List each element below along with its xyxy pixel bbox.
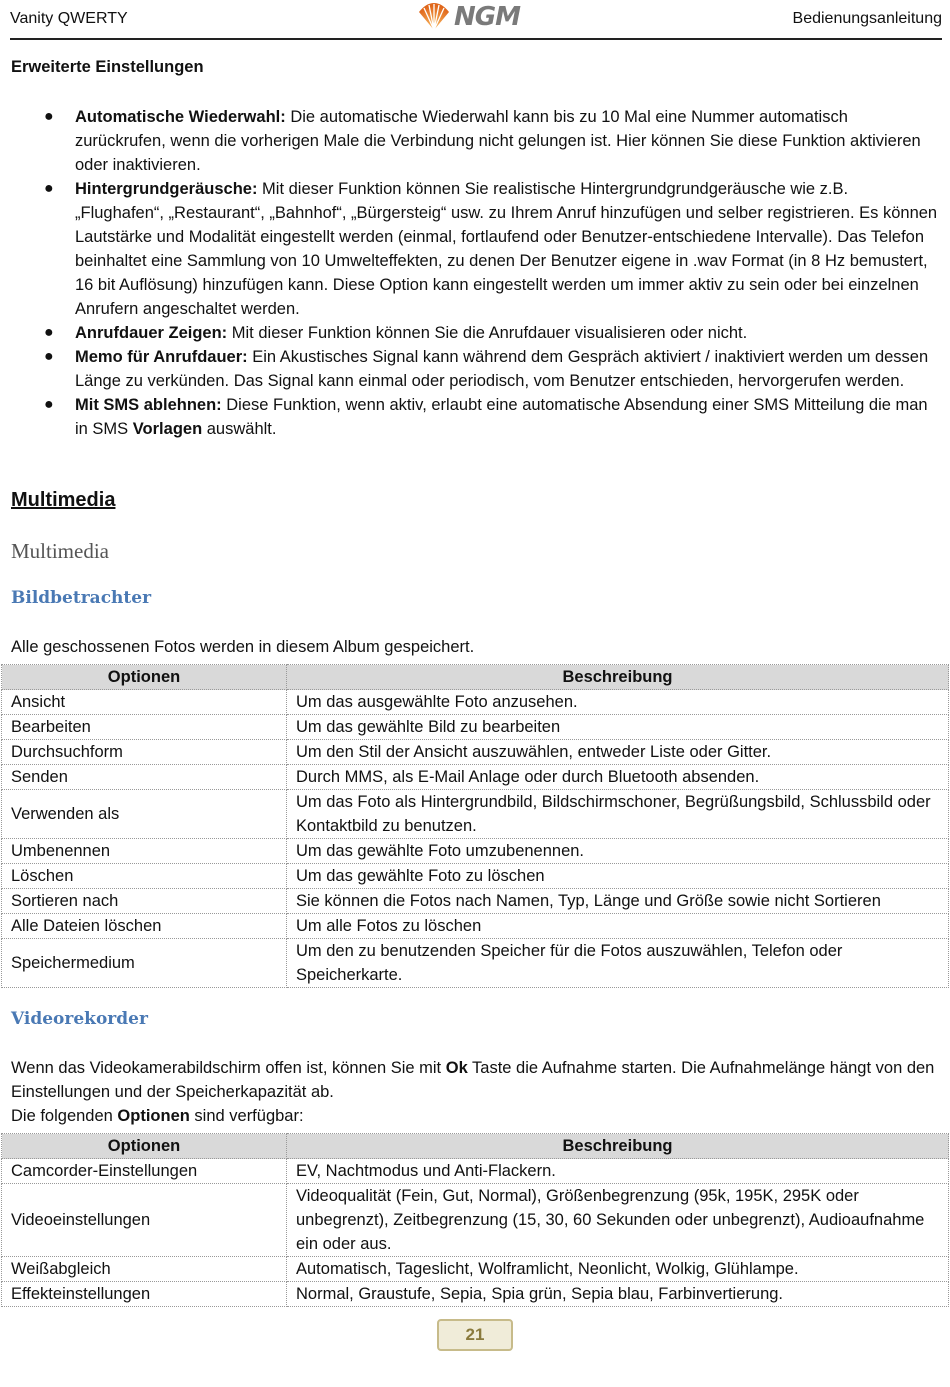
item-text: Mit dieser Funktion können Sie realistische Hintergrundgrundgeräusche wie z.B. „Flughafen“, „Restaurant“, „Bahnhof“, „Bürgersteig“ usw. zu Ihrem Anruf hinzufügen und selber registrieren. Es können Lautstärke und Modalität eingestellt werden (einmal, fortlaufend oder Benutzer-entschiedene Intervalle). Das Telefon beinhaltet eine Sammlung von 10 Umwelteffekten, zu denen Der Benutzer eigene in .wav Format (in 8 Hz bemustert, 16 bit Auflösung) hinzufügen kann. Diese Option kann eingestellt werden um immer aktiv zu sein oder bei einzelnen Anrufern angeschaltet werden.	[75, 180, 938, 318]
table-row	[2, 690, 949, 715]
item-term: Hintergrundgeräusche:	[75, 180, 258, 198]
intro-text-end: Taste die Aufnahme starten. Die Aufnahmelänge hängt von den Einstellungen und der Speicherkapazität ab.	[11, 1059, 935, 1101]
logo-shell-icon	[416, 2, 452, 32]
option-cell: Weißabgleich	[2, 1257, 287, 1282]
option-cell: Effekteinstellungen	[2, 1282, 287, 1307]
table-row	[2, 1257, 949, 1282]
description-cell: Um alle Fotos zu löschen	[287, 914, 949, 939]
list-item	[11, 177, 941, 321]
description-cell: Um das gewählte Bild zu bearbeiten	[287, 715, 949, 740]
description-cell: Um den zu benutzenden Speicher für die Fotos auszuwählen, Telefon oder Speicherkarte.	[287, 939, 949, 988]
intro-key-ok: Ok	[445, 1059, 468, 1077]
table-row	[2, 715, 949, 740]
option-cell: Bearbeiten	[2, 715, 287, 740]
page-header	[10, 0, 942, 40]
bildbetrachter-intro: Alle geschossenen Fotos werden in diesem Album gespeichert.	[11, 638, 475, 656]
column-header-description: Beschreibung	[287, 1134, 949, 1159]
table-header-row	[2, 665, 949, 690]
table-row	[2, 914, 949, 939]
bullet-icon: ●	[44, 324, 54, 341]
description-cell: Durch MMS, als E-Mail Anlage oder durch Bluetooth absenden.	[287, 765, 949, 790]
multimedia-subheading: Multimedia	[11, 539, 109, 563]
advanced-settings-heading: Erweiterte Einstellungen	[11, 58, 204, 76]
list-item	[11, 393, 941, 441]
item-term: Anrufdauer Zeigen:	[75, 324, 228, 342]
option-cell: Verwenden als	[2, 790, 287, 839]
table-row	[2, 839, 949, 864]
available-text: Die folgenden	[11, 1107, 118, 1125]
option-cell: Durchsuchform	[2, 740, 287, 765]
bullet-icon: ●	[44, 108, 54, 125]
option-cell: Camcorder-Einstellungen	[2, 1159, 287, 1184]
bullet-icon: ●	[44, 396, 54, 413]
table-row	[2, 740, 949, 765]
description-cell: Um das gewählte Foto umzubenennen.	[287, 839, 949, 864]
bildbetrachter-heading: Bildbetrachter	[11, 588, 152, 608]
option-cell: Alle Dateien löschen	[2, 914, 287, 939]
description-cell: Um den Stil der Ansicht auszuwählen, entweder Liste oder Gitter.	[287, 740, 949, 765]
page-number: 21	[437, 1319, 513, 1351]
multimedia-heading: Multimedia	[11, 489, 116, 511]
description-cell: Videoqualität (Fein, Gut, Normal), Größenbegrenzung (95k, 195K, 295K oder unbegrenzt), Zeitbegrenzung (15, 30, 60 Sekunden oder unbegrenzt), Audioaufnahme ein oder aus.	[287, 1184, 949, 1257]
table-row	[2, 939, 949, 988]
item-text-end: auswählt.	[202, 420, 277, 438]
option-cell: Sortieren nach	[2, 889, 287, 914]
option-cell: Speichermedium	[2, 939, 287, 988]
table-header-row	[2, 1134, 949, 1159]
list-item	[11, 345, 941, 393]
item-term: Automatische Wiederwahl:	[75, 108, 286, 126]
option-cell: Löschen	[2, 864, 287, 889]
table-row	[2, 1159, 949, 1184]
table-row	[2, 790, 949, 839]
column-header-options: Optionen	[2, 665, 287, 690]
description-cell: Um das Foto als Hintergrundbild, Bildschirmschoner, Begrüßungsbild, Schlussbild oder Kontaktbild zu benutzen.	[287, 790, 949, 839]
videorekorder-available	[11, 1104, 941, 1128]
description-cell: Um das gewählte Foto zu löschen	[287, 864, 949, 889]
table-row	[2, 889, 949, 914]
item-text: Die automatische Wiederwahl kann bis zu 10 Mal eine Nummer automatisch zurückrufen, wenn die vorherigen Male die Verbindung nicht gelungen ist. Hier können Sie diese Funktion aktivieren oder inaktivieren.	[75, 108, 921, 174]
bildbetrachter-table	[1, 664, 949, 988]
description-cell: Sie können die Fotos nach Namen, Typ, Länge und Größe sowie nicht Sortieren	[287, 889, 949, 914]
item-text: Diese Funktion, wenn aktiv, erlaubt eine automatische Absendung einer SMS Mitteilung die man in SMS	[75, 396, 928, 438]
description-cell: EV, Nachtmodus und Anti-Flackern.	[287, 1159, 949, 1184]
option-cell: Videoeinstellungen	[2, 1184, 287, 1257]
available-text-end: sind verfügbar:	[189, 1107, 304, 1125]
item-term: Memo für Anrufdauer:	[75, 348, 248, 366]
intro-text: Wenn das Videokamerabildschirm offen ist, können Sie mit	[11, 1059, 446, 1077]
item-text: Ein Akustisches Signal kann während dem Gespräch aktiviert / inaktiviert werden um dessen Länge zu verkünden. Das Signal kann einmal oder periodisch, vom Benutzer entschieden, hervorgerufen werden.	[75, 348, 929, 390]
item-bold-word: Vorlagen	[132, 420, 203, 438]
column-header-options: Optionen	[2, 1134, 287, 1159]
header-doc-type: Bedienungsanleitung	[792, 10, 942, 27]
list-item	[11, 105, 941, 177]
advanced-settings-list	[11, 105, 941, 441]
option-cell: Senden	[2, 765, 287, 790]
item-text: Mit dieser Funktion können Sie die Anrufdauer visualisieren oder nicht.	[227, 324, 748, 342]
table-row	[2, 1282, 949, 1307]
videorekorder-heading: Videorekorder	[11, 1009, 148, 1029]
bullet-icon: ●	[44, 180, 54, 197]
column-header-description: Beschreibung	[287, 665, 949, 690]
videorekorder-intro	[11, 1056, 941, 1104]
option-cell: Ansicht	[2, 690, 287, 715]
description-cell: Normal, Graustufe, Sepia, Spia grün, Sepia blau, Farbinvertierung.	[287, 1282, 949, 1307]
list-item	[11, 321, 941, 345]
available-bold: Optionen	[117, 1107, 190, 1125]
table-row	[2, 765, 949, 790]
description-cell: Um das ausgewählte Foto anzusehen.	[287, 690, 949, 715]
table-row	[2, 1184, 949, 1257]
logo-wordmark: NGM	[454, 2, 520, 32]
ngm-logo	[416, 2, 536, 32]
description-cell: Automatisch, Tageslicht, Wolframlicht, Neonlicht, Wolkig, Glühlampe.	[287, 1257, 949, 1282]
header-product-name: Vanity QWERTY	[10, 10, 128, 27]
bullet-icon: ●	[44, 348, 54, 365]
table-row	[2, 864, 949, 889]
option-cell: Umbenennen	[2, 839, 287, 864]
videorekorder-table	[1, 1133, 949, 1307]
item-term: Mit SMS ablehnen:	[75, 396, 222, 414]
